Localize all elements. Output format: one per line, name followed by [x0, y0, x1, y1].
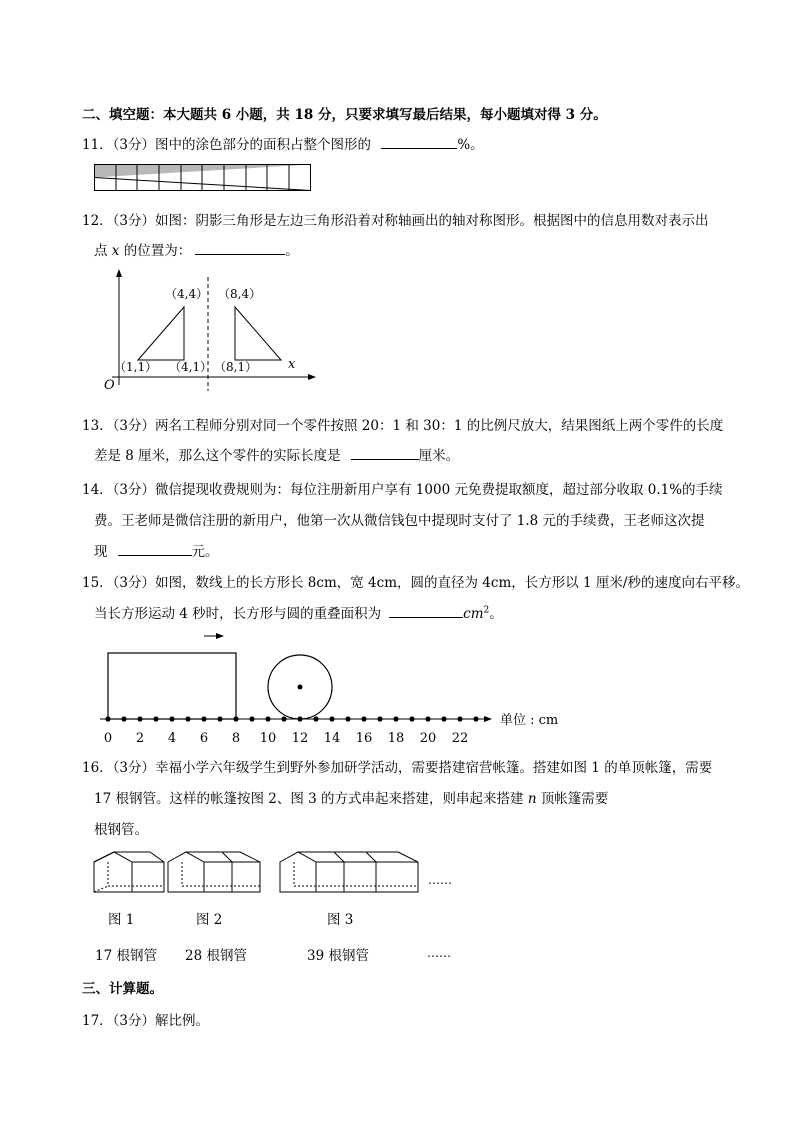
count-figure-1: 17 根钢管 [95, 948, 157, 964]
shaded-strip-figure [94, 164, 312, 191]
number-line-figure [94, 628, 604, 746]
shaded-region [95, 165, 312, 178]
coordinate-figure [90, 265, 330, 395]
count-figure-2: 28 根钢管 [185, 948, 247, 964]
number-line-dot [425, 716, 430, 721]
number-line-dot [345, 716, 350, 721]
number-line-label: 0 [103, 731, 113, 746]
number-line-dot [441, 716, 446, 721]
question-16-line1: 16．（3分）幸福小学六年级学生到野外参加研学活动，需要搭建宿营帐篷。搭建如图 1 的单顶帐篷，需要 [82, 760, 713, 776]
number-line-label: 20 [419, 731, 437, 746]
question-15-line2: 当长方形运动 4 秒时，长方形与圆的重叠面积为 $cm^2$。 [94, 602, 503, 622]
number-line-dot [393, 716, 398, 721]
question-14-line3: 现 元。 [94, 540, 219, 560]
number-line-dot [249, 716, 254, 721]
question-17: 17．（3分）解比例。 [82, 1013, 210, 1029]
section-heading-calculation: 三、计算题。 [82, 981, 163, 997]
tent-figures [90, 848, 490, 898]
label-8-1: （8,1） [214, 360, 258, 374]
number-line-dot [473, 716, 478, 721]
number-line-dot [377, 716, 382, 721]
left-triangle [138, 307, 184, 360]
figure-3-label: 图 3 [327, 912, 354, 928]
question-14-line2: 费。王老师是微信注册的新用户，他第一次从微信钱包中提现时支付了 1.8 元的手续费，王老师这次提 [94, 513, 705, 529]
number-line-label: 4 [167, 731, 177, 746]
figures-ellipsis: …… [428, 873, 452, 887]
number-line-dot [169, 716, 174, 721]
question-13-line2: 差是 8 厘米，那么这个零件的实际长度是 厘米。 [94, 444, 459, 464]
number-line-dot [281, 716, 286, 721]
answer-blank-15 [389, 603, 463, 618]
label-4-4: （4,4） [165, 287, 209, 301]
figure-2-label: 图 2 [196, 912, 223, 928]
number-line-labels [104, 731, 468, 746]
number-line-label: 10 [259, 731, 277, 746]
number-line-label: 18 [387, 731, 405, 746]
number-line-label: 16 [355, 731, 373, 746]
number-line-label: 14 [323, 731, 341, 746]
tent-figure-1 [94, 852, 164, 892]
label-x: x [288, 357, 296, 372]
label-8-4: （8,4） [218, 287, 262, 301]
tent-figure-3 [280, 852, 418, 892]
answer-blank-12 [195, 240, 285, 255]
circle-center [298, 685, 303, 690]
question-11-suffix: %。 [457, 137, 484, 153]
label-1-1: （1,1） [114, 360, 158, 374]
question-13-line1: 13．（3分）两名工程师分别对同一个零件按照 20：1 和 30：1 的比例尺放大，结果图纸上两个零件的长度 [82, 418, 724, 434]
number-line-label: 6 [199, 731, 209, 746]
question-12-line1: 12．（3分）如图：阴影三角形是左边三角形沿着对称轴画出的轴对称图形。根据图中的信息用数对表示出 [82, 213, 709, 229]
label-4-1: （4,1） [169, 360, 213, 374]
number-line-dot [457, 716, 462, 721]
number-line-dot [409, 716, 414, 721]
question-15-line1: 15．（3分）如图，数线上的长方形长 8cm，宽 4cm，圆的直径为 4cm，长方形以 1 厘米/秒的速度向右平移。 [82, 575, 749, 591]
number-line-dot [217, 716, 222, 721]
counts-ellipsis: …… [427, 946, 451, 960]
answer-blank-13 [351, 445, 419, 460]
number-line-dot [121, 716, 126, 721]
question-16-line3: 根钢管。 [94, 822, 148, 838]
unit-label: 单位 : cm [500, 713, 559, 728]
number-line-dot [361, 716, 366, 721]
number-line-dot [185, 716, 190, 721]
number-line-dot [313, 716, 318, 721]
number-line-label: 2 [135, 731, 145, 746]
figure-1-label: 图 1 [108, 912, 135, 928]
mirrored-triangle [235, 307, 281, 360]
number-line-dot [329, 716, 334, 721]
number-line-dot [137, 716, 142, 721]
tent-figure-2 [168, 852, 260, 892]
answer-blank-14 [118, 541, 192, 556]
number-line-label: 22 [451, 731, 469, 746]
question-16-line2: 17 根钢管。这样的帐篷按图 2、图 3 的方式串起来搭建，则串起来搭建 n 顶帐篷需要 [94, 791, 609, 807]
count-figure-3: 39 根钢管 [307, 948, 369, 964]
question-14-line1: 14．（3分）微信提现收费规则为：每位注册新用户享有 1000 元免费提取额度，超过部分收取 0.1%的手续 [82, 482, 723, 498]
section-heading-fill-in: 二、填空题：本大题共 6 小题，共 18 分，只要求填写最后结果，每小题填对得 3 分。 [82, 107, 607, 123]
number-line-dot [233, 716, 238, 721]
label-origin: O [104, 378, 115, 393]
question-11-text: 11．（3分）图中的涂色部分的面积占整个图形的 [82, 137, 372, 153]
number-line-dot [105, 716, 110, 721]
number-line-dot [201, 716, 206, 721]
question-12-line2: 点 x 的位置为： 。 [94, 239, 299, 259]
number-line-dot [297, 716, 302, 721]
number-line-dot [153, 716, 158, 721]
number-line-label: 8 [231, 731, 241, 746]
number-line-label: 12 [291, 731, 309, 746]
answer-blank-11 [381, 134, 457, 149]
question-11 [82, 133, 484, 153]
moving-rectangle [108, 653, 236, 719]
number-line-dot [265, 716, 270, 721]
